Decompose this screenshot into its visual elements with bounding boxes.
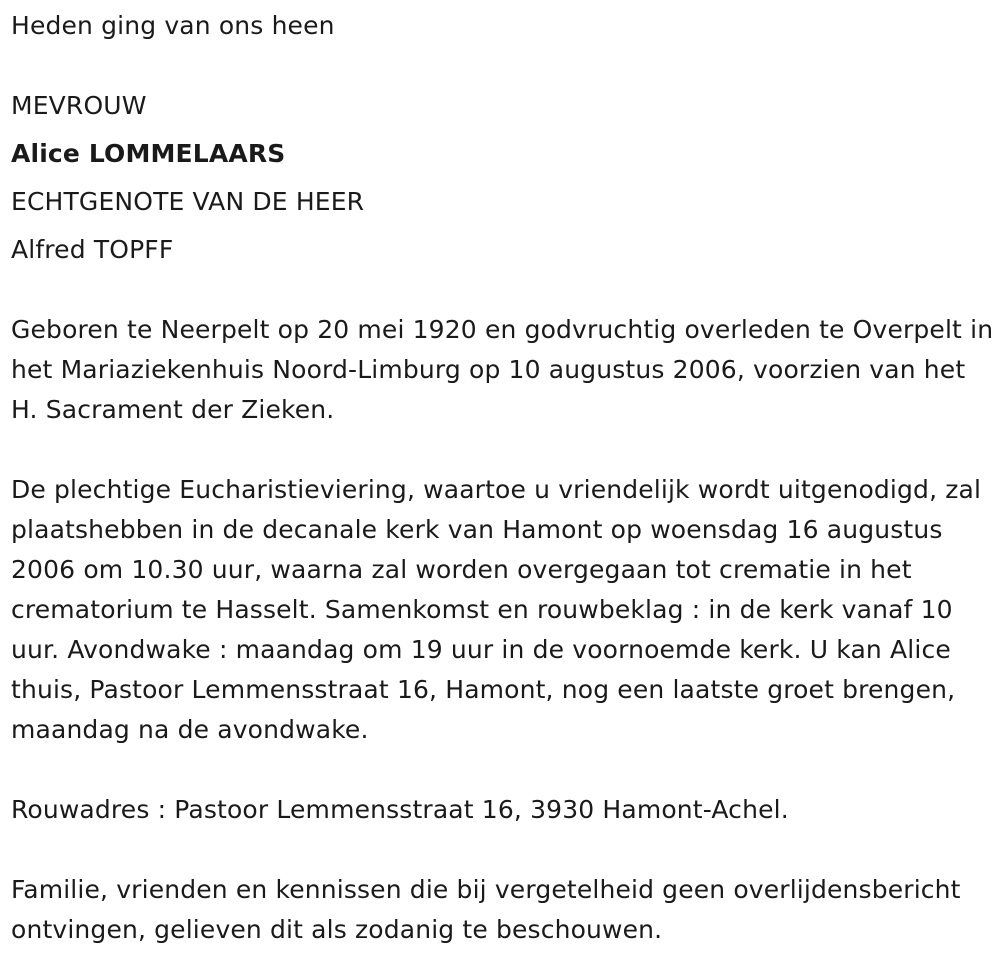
spacer [11, 750, 996, 790]
notice-paragraph: Familie, vrienden en kennissen die bij vergetelheid geen overlijdensbericht ontvingen, gelieven dit als zodanig te beschouwen. [11, 875, 961, 944]
deceased-name: Alice LOMMELAARS [11, 139, 286, 168]
spouse-relation: ECHTGENOTE VAN DE HEER [11, 187, 365, 216]
spacer [11, 54, 996, 86]
birth-death-paragraph: Geboren te Neerpelt op 20 mei 1920 en godvruchtig overleden te Overpelt in het Mariaziekenhuis Noord-Limburg op 10 augustus 2006, voorzien van het H. Sacrament der Zieken. [11, 315, 994, 424]
spouse-name: Alfred TOPFF [11, 235, 174, 264]
spacer [11, 830, 996, 870]
intro-text: Heden ging van ons heen [11, 11, 335, 40]
spacer [11, 430, 996, 470]
spacer [11, 278, 996, 310]
obituary-document [11, 6, 996, 950]
title-prefix: MEVROUW [11, 91, 147, 120]
address-paragraph: Rouwadres : Pastoor Lemmensstraat 16, 3930 Hamont-Achel. [11, 795, 789, 824]
ceremony-paragraph: De plechtige Eucharistieviering, waartoe u vriendelijk wordt uitgenodigd, zal plaatshebben in de decanale kerk van Hamont op woensdag 16 augustus 2006 om 10.30 uur, waarna zal worden overgegaan tot crematie in het crematorium te Hasselt. Samenkomst en rouwbeklag : in de kerk vanaf 10 uur. Avondwake : maandag om 19 uur in de voornoemde kerk. U kan Alice thuis, Pastoor Lemmensstraat 16, Hamont, nog een laatste groet brengen, maandag na de avondwake. [11, 475, 982, 744]
